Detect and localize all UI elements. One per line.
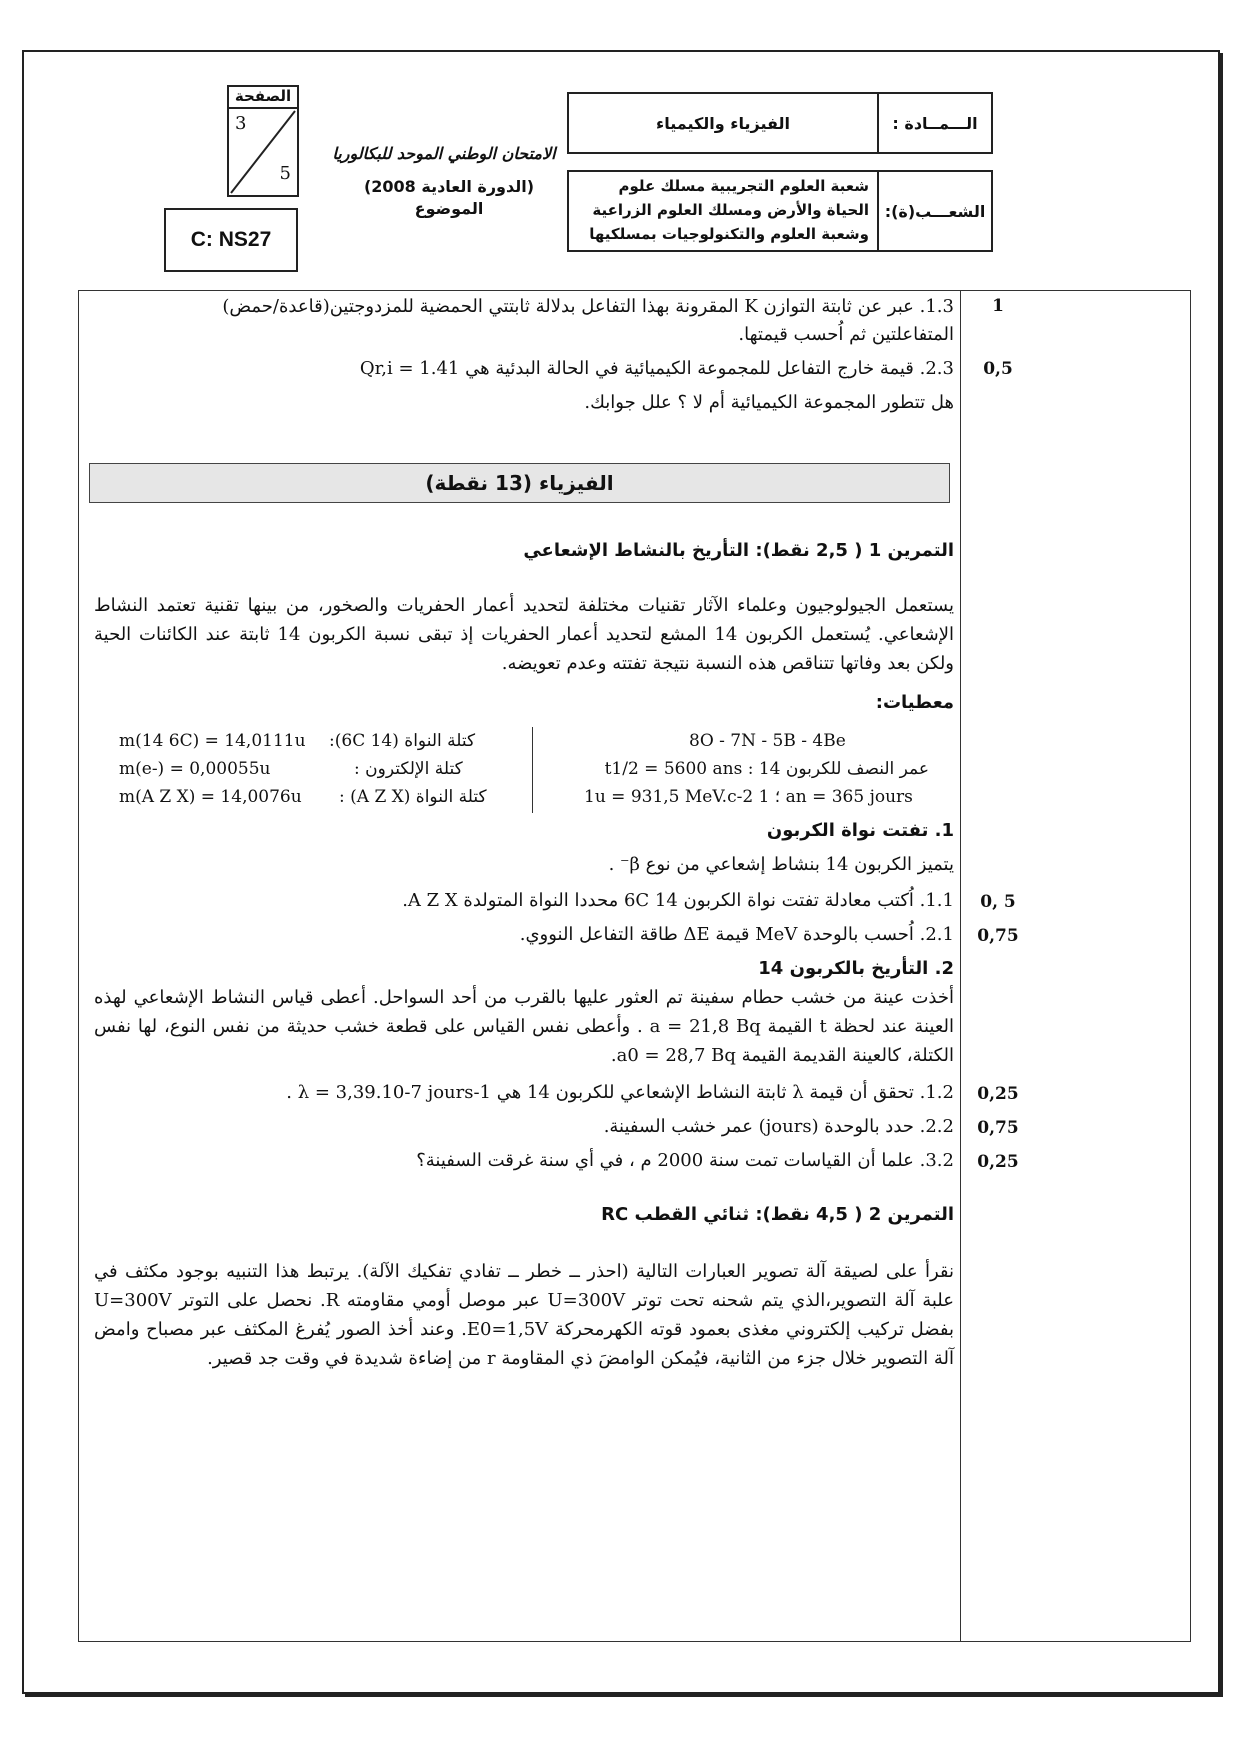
physics-banner: الفيزياء (13 نقطة) xyxy=(89,463,950,503)
half-life-label: عمر النصف للكربون 14 : xyxy=(747,759,929,779)
chem-q1-3-line2: المتفاعلتين ثم اُحسب قيمتها. xyxy=(738,324,954,345)
session-label: (الدورة العادية 2008) xyxy=(363,177,535,196)
q1-1: 1.1. اُكتب معادلة تفتت نواة الكربون 14 6C محددا النواة المتولدة A Z X. xyxy=(402,890,954,911)
grade-chem-q2-3: 0,5 xyxy=(983,359,1013,379)
part1-title: 1. تفتت نواة الكربون xyxy=(766,820,954,841)
mass-e-value: m(e-) = 0,00055u xyxy=(119,759,271,779)
chem-q2-3-formula: Qr,i = 1.41 xyxy=(359,358,460,379)
data-elements: 8O - 7N - 5B - 4Be xyxy=(689,731,846,751)
subject-key: الـــمــادة : xyxy=(877,94,991,152)
part2-title: 2. التأريخ بالكربون 14 xyxy=(758,958,954,979)
branch-box xyxy=(567,170,993,252)
subject-word: الموضوع xyxy=(414,199,484,218)
grade-q3-2: 0,25 xyxy=(977,1152,1019,1172)
given-data-block xyxy=(99,727,949,813)
exercise2-intro: نقرأ على لصيقة آلة تصوير العبارات التالية (احذر ــ خطر ــ تفادي تفكيك الآلة). يرتبط هذا التنبيه بوجود مكثف في علبة آلة التصوير،الذي يتم شحنه تحت توتر U=300V عبر موصل أومي مقاومته R. نحصل على التوتر U=300V بفضل تركيب إلكتروني مغذى بعمود قوته الكهرمحركة E0=1,5V. وعند أخذ الصور يُفرغ المكثف عبر مصباح وامض آلة التصوير خلال جزء من الثانية، فيُمكن الوامضَ ذي المقاومة r من إضاءة شديدة في وقت جد قصير. xyxy=(94,1261,955,1369)
grade-chem-q1-3: 1 xyxy=(992,296,1004,316)
q2-2: 2.2. حدد بالوحدة (jours) عمر خشب السفينة. xyxy=(603,1116,954,1137)
exam-session xyxy=(334,176,564,220)
grade-column-divider xyxy=(960,291,961,1641)
page-number-box xyxy=(227,85,299,197)
chem-q2-3-line2: هل تتطور المجموعة الكيميائية أم لا ؟ علل جوابك. xyxy=(584,392,954,413)
exercise2-title: التمرين 2 ( 4,5 نقط): ثنائي القطب RC xyxy=(601,1204,954,1225)
q2-1: 2.1. اُحسب بالوحدة MeV قيمة ΔE طاقة التفاعل النووي. xyxy=(519,924,954,945)
data-divider xyxy=(532,727,533,813)
half-life-value: t1/2 = 5600 ans xyxy=(604,759,743,779)
exam-page xyxy=(22,50,1220,1694)
exercise1-title: التمرين 1 ( 2,5 نقط): التأريخ بالنشاط الإشعاعي xyxy=(523,540,954,561)
q1-2: 1.2. تحقق أن قيمة λ ثابتة النشاط الإشعاعي للكربون 14 هي λ = 3,39.10-7 jours-1 . xyxy=(286,1082,954,1103)
grade-q1-2: 0,25 xyxy=(977,1084,1019,1104)
data-half-life xyxy=(605,755,929,783)
content-frame xyxy=(78,290,1191,1642)
mass-x-value: m(A Z X) = 14,0076u xyxy=(119,787,302,807)
data-label: معطيات: xyxy=(875,692,954,713)
data-conversion: 1u = 931,5 MeV.c-2 ؛ 1 an = 365 jours xyxy=(584,787,913,807)
chem-q1-3-line1: 1.3. عبر عن ثابتة التوازن K المقرونة بهذا التفاعل بدلالة ثابتتي الحمضية للمزدوجتين(قاعدة/حمض) xyxy=(222,296,954,317)
mass-e-label: كتلة الإلكترون : xyxy=(354,759,463,779)
exam-code: C: NS27 xyxy=(164,208,298,272)
subject-box xyxy=(567,92,993,154)
mass-x-label: كتلة النواة (A Z X) : xyxy=(339,787,487,807)
q3-2: 3.2. علما أن القياسات تمت سنة 2000 م ، في أي سنة غرقت السفينة؟ xyxy=(416,1150,954,1171)
grade-q2-2: 0,75 xyxy=(977,1118,1019,1138)
branch-key: الشعـــب(ة): xyxy=(877,172,991,250)
page-label: الصفحة xyxy=(229,87,297,109)
branch-value: شعبة العلوم التجريبية مسلك علوم الحياة والأرض ومسلك العلوم الزراعية وشعبة العلوم والتكنولوجيات بمسلكيها xyxy=(589,177,869,243)
part1-intro: يتميز الكربون 14 بنشاط إشعاعي من نوع β⁻ . xyxy=(608,854,954,875)
chem-q2-3-text: 2.3. قيمة خارج التفاعل للمجموعة الكيميائية في الحالة البدئية هي xyxy=(465,358,954,379)
mass-c-value: m(14 6C) = 14,0111u xyxy=(119,731,306,751)
page-total: 5 xyxy=(279,163,291,184)
part2-intro: أخذت عينة من خشب حطام سفينة تم العثور عليها بالقرب من أحد السواحل. أعطى قياس النشاط الإشعاعي لهذه العينة عند لحظة t القيمة a = 21,8 Bq . وأعطى نفس القياس على قطعة خشب حديثة من نفس النوع، لها نفس الكتلة، كالعينة القديمة القيمة a0 = 28,7 Bq. xyxy=(94,987,954,1066)
grade-q1-1: 0, 5 xyxy=(980,892,1016,912)
chem-q2-3 xyxy=(360,355,954,383)
exam-title: الامتحان الوطني الموحد للبكالوريا xyxy=(332,144,556,163)
exercise1-intro: يستعمل الجيولوجيون وعلماء الآثار تقنيات مختلفة لتحديد أعمار الحفريات والصخور، من بينها تقنية تعتمد النشاط الإشعاعي. يُستعمل الكربون 14 المشع لتحديد أعمار الحفريات إذ تبقى نسبة الكربون 14 ثابتة عند الكائنات الحية ولكن بعد وفاتها تتناقص هذه النسبة نتيجة تفتته وعدم تعويضه. xyxy=(94,595,954,674)
subject-value: الفيزياء والكيمياء xyxy=(656,113,790,133)
grade-q2-1: 0,75 xyxy=(977,926,1019,946)
mass-c-label: كتلة النواة (14 6C): xyxy=(329,731,476,751)
page-current: 3 xyxy=(235,113,247,134)
